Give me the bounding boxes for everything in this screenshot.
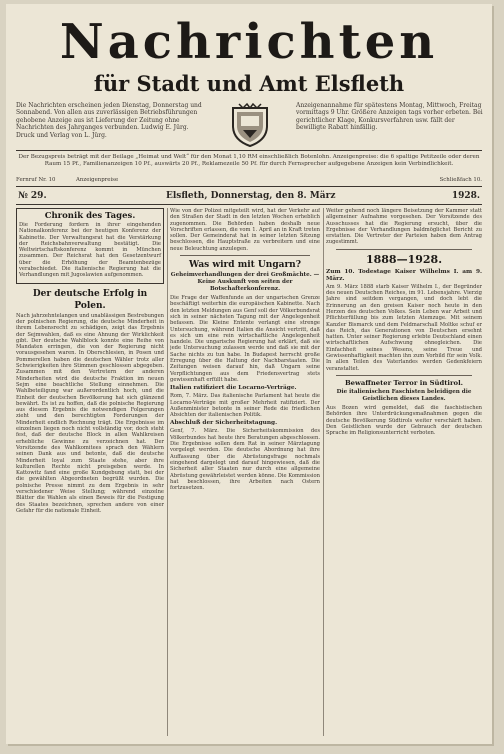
chronik-box bbox=[16, 208, 164, 284]
column-3 bbox=[326, 208, 482, 736]
chronik-text: Die Forderung fordern in ihrer eingehenden Nationalkonferenz bei der heutigen Konferenz der Kabinette. Der Verwaltungsrat hat die Verstärkung der Reichsbahnverwaltung bestätigt. Die Weltwirtschaftskonferenz kommt in München zusammen. Der Reichsrat hat den Gesetzentwurf über die Erhöhung der Beamtenbezüge verabschiedet. Die italienische Regierung hat die Verhandlungen mit Jugoslawien aufgenommen. bbox=[19, 222, 161, 279]
subheadline-suedtirol: Die italienischen Faschisten beleidigen die Geistlichen dieses Landes. bbox=[336, 388, 472, 402]
column-2 bbox=[170, 208, 320, 736]
column-separator bbox=[323, 208, 324, 736]
dateline bbox=[16, 189, 482, 203]
chronik-title: Chronik des Tages. bbox=[44, 211, 136, 221]
text-sicherheitstagung: Genf, 7. März. Die Sicherheitskommission des Völkerbundes hat heute ihre Beratungen abgeschlossen. Die Ergebnisse sollen dem Rat in seiner Märztagung vorgelegt werden. Die deutsche Abordnung hat ihre Auffassung über die Abrüstungsfrage nochmals eingehend dargelegt und darauf hingewiesen, daß die Sicherheit aller Staaten nur durch eine allgemeine Abrüstung gewährleistet werden könne. Die Kommission hat beschlossen, ihre Arbeiten nach Ostern fortzusetzen. bbox=[170, 428, 320, 492]
subscription-info-line: Der Bezugspreis beträgt mit der Beilage „Heimat und Welt“ für den Monat 1,10 RM einschließlich Botenlohn. Anzeigenpreise: die 6 spaltige Petitzeile oder deren Raum 15 Pf., Familienanzeigen 10 Pf., auswärts 20 Pf., Reklamezeile 50 Pf. bbox=[18, 154, 480, 167]
headline-sicherheitstagung: Abschluß der Sicherheitstagung. bbox=[170, 420, 278, 427]
article-title-ungarn: Was wird mit Ungarn? bbox=[189, 260, 301, 271]
article-title-polen: Der deutsche Erfolg in Polen. bbox=[32, 288, 148, 311]
article-text-ungarn: Die Frage der Waffenfunde an der ungarischen Grenze beschäftigt weiterhin die europäischen Kabinette. Nach den letzten Meldungen aus Genf soll der Völkerbundsrat sich in seiner nächsten Tagung mit der Angelegenheit befassen. Die Kleine Entente verlangt eine strenge Untersuchung, während Italien die Ansicht vertritt, daß es sich um eine rein wirtschaftliche Angelegenheit handele. Die ungarische Regierung hat erklärt, daß sie jede Untersuchung zulassen werde und daß sie mit der Sache nichts zu tun habe. In Budapest herrscht große Erregung über die Haltung der Nachbarstaaten. Die Zeitungen weisen darauf hin, daß Ungarn seine Verpflichtungen aus dem Friedensvertrag stets gewissenhaft erfüllt habe. bbox=[170, 295, 320, 383]
headline-suedtirol: Bewaffneter Terror in Südtirol. bbox=[344, 378, 464, 387]
subscription-info-line2: für durch Fernsprecher aufgegebene Anzeigen kein Verbindlichkeit. bbox=[259, 161, 454, 167]
masthead-title: Nachrichten bbox=[59, 14, 439, 70]
article-text-polen: Nach jahrzehntelangen und unablässigen Bestrebungen der polnischen Regierung, die deutsche Minderheit in ihrem Lebensrecht zu schädigen, zeigt das Ergebnis der Sejmwahlen, daß es eine Ahnung der Wirklichkeit gibt. Der deutsche Wahlblock konnte eine Reihe von Mandaten erringen, die von der Regierung nicht vorausgesehen waren. In Oberschlesien, in Posen und Pommerellen haben die deutschen Wähler trotz aller Schwierigkeiten ihre Stimmen geschlossen abgegeben. Zusammen mit den Vertretern der anderen Minderheiten wird die deutsche Fraktion im neuen Sejm eine beachtliche Stellung einnehmen. Die Wahlbeteiligung war außerordentlich hoch, und die Einheit der deutschen Bevölkerung hat sich glänzend bewährt. Es ist zu hoffen, daß die polnische Regierung aus diesem Ergebnis die notwendigen Folgerungen zieht und den berechtigten Forderungen der Minderheit endlich Rechnung trägt. Die Ergebnisse im einzelnen liegen noch nicht vollständig vor, doch steht fest, daß der deutsche Block in allen Wahlkreisen erhebliche Gewinne zu verzeichnen hat. Der Vorsitzende des Wahlkomitees sprach den Wählern seinen Dank aus und betonte, daß die deutsche Minderheit loyal zum Staate stehe, aber ihre kulturellen Rechte nicht preisgeben werde. In Kattowitz fand eine große Kundgebung statt, bei der die gewählten Abgeordneten begrüßt wurden. Die polnische Presse nimmt zu dem Ergebnis in sehr verschiedener Weise Stellung; während einzelne Blätter die Wahlen als einen Beweis für die Festigung des Staates bezeichnen, sprechen andere von einer Gefahr für die nationale Einheit. bbox=[16, 312, 164, 514]
anniversary-subtitle: Zum 10. Todestage Kaiser Wilhelms I. am 9. März. bbox=[326, 268, 482, 282]
issue-date: Elsfleth, Donnerstag, den 8. März bbox=[166, 191, 336, 201]
info-bar bbox=[16, 176, 482, 185]
newspaper-page bbox=[6, 4, 492, 744]
column-2-intro: Wie von der Polizei mitgeteilt wird, hat der Verkehr auf den Straßen der Stadt in den letzten Wochen erheblich zugenommen. Die Behörden haben deshalb neue Vorschriften erlassen, die vom 1. April an in Kraft treten sollen. Der Gemeinderat hat in seiner letzten Sitzung beschlossen, die Hauptstraße zu verbreitern und eine neue Beleuchtung anzulegen. bbox=[170, 208, 320, 252]
column-1 bbox=[16, 208, 164, 736]
issue-year: 1928. bbox=[451, 191, 480, 201]
anniversary-title: 1888—1928. bbox=[365, 252, 443, 266]
article-divider bbox=[180, 255, 310, 256]
column-3-intro: Weiter gehend noch längere Beisetzung der Kammer statt allgemeiner Aufnahme vorgesehen. Der Vorsitzende des Ausschusses hat die Regierung ersucht, über die Ergebnisse der Verhandlungen baldmöglichst Bericht zu erstatten. Die Vertreter der Parteien haben dem Antrag zugestimmt. bbox=[326, 208, 482, 246]
schliessfach-label: Schließfach 10. bbox=[439, 177, 482, 183]
anzeigen-label: Anzeigenpreise bbox=[76, 177, 119, 183]
anniversary-text: Am 9. März 1888 starb Kaiser Wilhelm I., der Begründer des neuen Deutschen Reiches, im 91. Lebensjahre. Vierzig Jahre sind seitdem vergangen, und doch lebt die Erinnerung an den greisen Kaiser noch heute in den Herzen des deutschen Volkes. Sein Leben war Arbeit und Pflichterfüllung bis zum letzten Atemzuge. Mit seinem Kanzler Bismarck und dem Feldmarschall Moltke schuf er das Reich, das Generationen von Deutschen ersehnt hatten. Unter seiner Regierung erlebte Deutschland einen wirtschaftlichen Aufschwung ohnegleichen. Die Einfachheit seines Wesens, seine Treue und Gewissenhaftigkeit machten ihn zum Vorbild für sein Volk. In allen Teilen des Vaterlandes werden Gedenkfeiern veranstaltet. bbox=[326, 283, 482, 372]
headline-locarno: Italien ratifiziert die Locarno-Verträge. bbox=[170, 385, 297, 392]
dateline-rule-top bbox=[16, 186, 482, 187]
fernruf-label: Fernruf Nr. 10 bbox=[16, 177, 56, 183]
column-separator bbox=[167, 208, 168, 736]
header-right-notice: Anzeigenannahme für spätestens Montag, Mittwoch, Freitag vormittags 9 Uhr. Größere Anzeigen tags vorher erbeten. Bei gerichtlicher Klage, Konkursverfahren usw. fällt der bewilligte Rabatt hinfällig. bbox=[296, 102, 483, 132]
masthead-subtitle: für Stadt und Amt Elsfleth bbox=[93, 71, 405, 96]
issue-number: № 29. bbox=[18, 191, 47, 201]
dateline-rule-bottom bbox=[16, 204, 482, 205]
text-locarno: Rom, 7. März. Das italienische Parlament hat heute die Locarno-Verträge mit großer Mehrheit ratifiziert. Der Außenminister betonte in seiner Rede die friedlichen Absichten der italienischen Politik. bbox=[170, 393, 320, 419]
article-subtitle-ungarn: Geheimverhandlungen der drei Großmächte. — Keine Auskunft von seiten der Botschafterkonferenz. bbox=[170, 272, 320, 293]
coat-of-arms-icon bbox=[227, 100, 273, 148]
article-divider bbox=[336, 249, 472, 250]
header-left-notice: Die Nachrichten erscheinen jeden Dienstag, Donnerstag und Sonnabend. Von allen aus zuverlässigen Betriebsführungen gehobene Anzeige aus ist Lieferung der Zeitung ohne Nachrichten des Jahrganges verbunden. Ludwig E. Jürg. Druck und Verlag von L. Jürg. bbox=[16, 102, 202, 139]
text-suedtirol: Aus Bozen wird gemeldet, daß die faschistischen Behörden ihre Unterdrückungsmaßnahmen gegen die deutsche Bevölkerung Südtirols weiter verschärft haben. Den Geistlichen wurde der Gebrauch der deutschen Sprache im Religionsunterricht verboten. bbox=[326, 404, 482, 437]
subscription-info bbox=[16, 154, 482, 176]
article-divider bbox=[336, 375, 472, 376]
header-rule bbox=[16, 150, 482, 151]
